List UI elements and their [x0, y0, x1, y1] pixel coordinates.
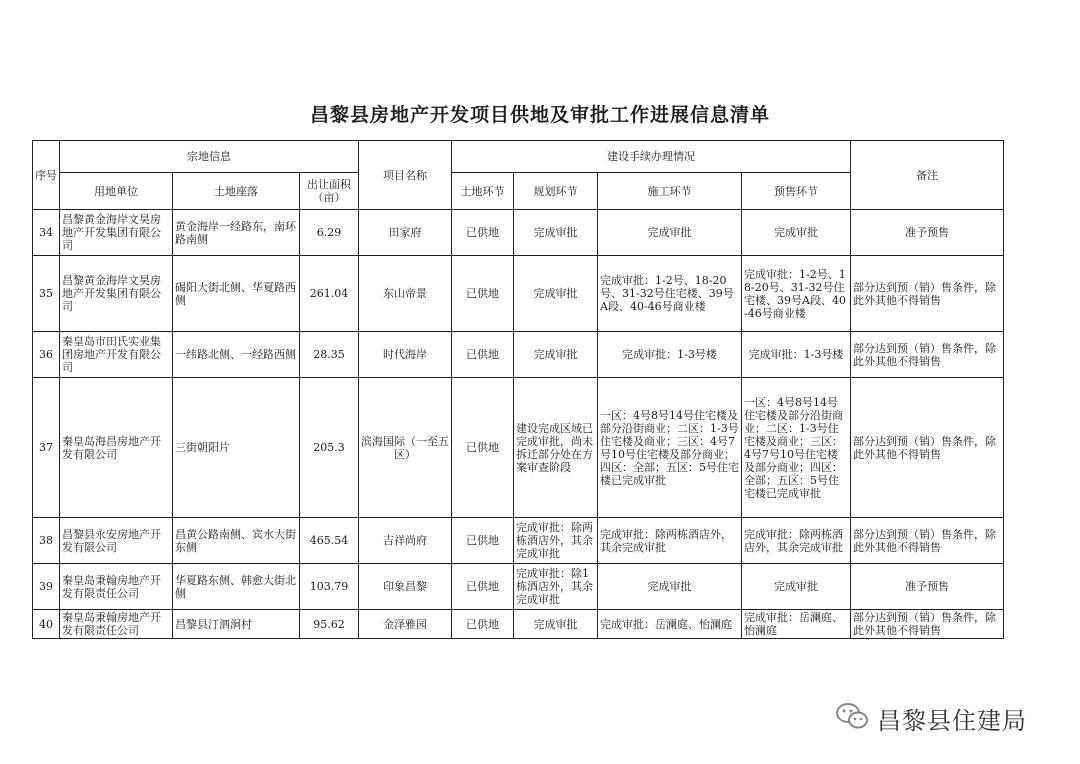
- cell-seq: 34: [33, 210, 60, 256]
- cell-construction: 完成审批: [598, 564, 742, 610]
- cell-land: 已供地: [452, 610, 514, 639]
- table-row: [33, 210, 1004, 256]
- wechat-icon: [835, 701, 869, 735]
- cell-project: 田家府: [359, 210, 452, 256]
- cell-user: 秦皇岛海昌房地产开发有限公司: [60, 378, 173, 518]
- cell-user: 秦皇岛秉翰房地产开发有限责任公司: [60, 564, 173, 610]
- cell-land: 已供地: [452, 332, 514, 378]
- cell-construction: 完成审批：1-3号楼: [598, 332, 742, 378]
- cell-plan: 完成审批: [514, 210, 598, 256]
- cell-plan: 建设完成区域已完成审批，尚未拆迁部分处在方案审查阶段: [514, 378, 598, 518]
- cell-area: 103.79: [300, 564, 359, 610]
- cell-land: 已供地: [452, 518, 514, 564]
- cell-plan: 完成审批: [514, 332, 598, 378]
- cell-seq: 38: [33, 518, 60, 564]
- cell-location: 碣阳大街北侧、华夏路西侧: [173, 256, 300, 332]
- header-seq: 序号: [33, 141, 60, 210]
- table-row: [33, 378, 1004, 518]
- cell-location: 三街朝阳片: [173, 378, 300, 518]
- watermark: [835, 700, 1027, 736]
- cell-user: 昌黎黄金海岸文昊房地产开发集团有限公司: [60, 210, 173, 256]
- cell-project: 金泽雅园: [359, 610, 452, 639]
- header-construction-stage: 施工环节: [598, 173, 742, 210]
- cell-area: 6.29: [300, 210, 359, 256]
- info-table: [32, 140, 1004, 639]
- cell-presale: 完成审批：岳澜庭、怡澜庭: [742, 610, 851, 639]
- cell-seq: 36: [33, 332, 60, 378]
- cell-presale: 完成审批：除两栋酒店外，其余完成审批: [742, 518, 851, 564]
- cell-construction: 完成审批：岳澜庭、怡澜庭: [598, 610, 742, 639]
- cell-project: 东山帝景: [359, 256, 452, 332]
- cell-land: 已供地: [452, 256, 514, 332]
- cell-seq: 39: [33, 564, 60, 610]
- cell-project: 时代海岸: [359, 332, 452, 378]
- cell-seq: 35: [33, 256, 60, 332]
- cell-remarks: 部分达到预（销）售条件，除此外其他不得销售: [851, 610, 1004, 639]
- cell-seq: 40: [33, 610, 60, 639]
- cell-presale: 一区：4号8号14号住宅楼及部分沿街商业；二区：1-3号住宅楼及商业；三区：4号7号10号住宅楼及部分商业；四区：全部；五区：5号住宅楼已完成审批: [742, 378, 851, 518]
- cell-remarks: 部分达到预（销）售条件，除此外其他不得销售: [851, 518, 1004, 564]
- cell-remarks: 准予预售: [851, 210, 1004, 256]
- cell-construction: 完成审批：除两栋酒店外，其余完成审批: [598, 518, 742, 564]
- cell-location: 昌黎县汀泗涧村: [173, 610, 300, 639]
- cell-user: 昌黎黄金海岸文昊房地产开发集团有限公司: [60, 256, 173, 332]
- header-plan-stage: 规划环节: [514, 173, 598, 210]
- cell-area: 205.3: [300, 378, 359, 518]
- cell-land: 已供地: [452, 210, 514, 256]
- cell-location: 一纬路北侧、一经路西侧: [173, 332, 300, 378]
- cell-construction: 一区：4号8号14号住宅楼及部分沿街商业；二区：1-3号住宅楼及商业；三区：4号7号10号住宅楼及部分商业；四区：全部；五区：5号住宅楼已完成审批: [598, 378, 742, 518]
- cell-plan: 完成审批：除两栋酒店外，其余完成审批: [514, 518, 598, 564]
- cell-project: 吉祥尚府: [359, 518, 452, 564]
- header-project: 项目名称: [359, 141, 452, 210]
- header-remarks: 备注: [851, 141, 1004, 210]
- header-area: 出让面积（亩）: [300, 173, 359, 210]
- cell-presale: 完成审批：1-2号、18-20号、31-32号住宅楼、39号A段、40-46号商业楼: [742, 256, 851, 332]
- header-procedures: 建设手续办理情况: [452, 141, 851, 173]
- table-row: [33, 610, 1004, 639]
- header-presale-stage: 预售环节: [742, 173, 851, 210]
- cell-user: 秦皇岛市田氏实业集团房地产开发有限公司: [60, 332, 173, 378]
- table-row: [33, 332, 1004, 378]
- cell-plan: 完成审批：除1栋酒店外，其余完成审批: [514, 564, 598, 610]
- cell-plan: 完成审批: [514, 256, 598, 332]
- table-row: [33, 256, 1004, 332]
- cell-presale: 完成审批: [742, 564, 851, 610]
- table-row: [33, 564, 1004, 610]
- cell-presale: 完成审批：1-3号楼: [742, 332, 851, 378]
- cell-area: 28.35: [300, 332, 359, 378]
- header-user: 用地单位: [60, 173, 173, 210]
- cell-land: 已供地: [452, 378, 514, 518]
- table-row: [33, 518, 1004, 564]
- header-land-info: 宗地信息: [60, 141, 359, 173]
- header-location: 土地座落: [173, 173, 300, 210]
- cell-remarks: 部分达到预（销）售条件，除此外其他不得销售: [851, 332, 1004, 378]
- cell-land: 已供地: [452, 564, 514, 610]
- header-land-stage: 土地环节: [452, 173, 514, 210]
- cell-remarks: 部分达到预（销）售条件，除此外其他不得销售: [851, 378, 1004, 518]
- cell-location: 昌黄公路南侧、宾水大街东侧: [173, 518, 300, 564]
- page-title: 昌黎县房地产开发项目供地及审批工作进展信息清单: [309, 104, 770, 126]
- cell-project: 滨海国际（一至五区）: [359, 378, 452, 518]
- cell-user: 昌黎县永安房地产开发有限公司: [60, 518, 173, 564]
- cell-area: 95.62: [300, 610, 359, 639]
- cell-project: 印象昌黎: [359, 564, 452, 610]
- cell-presale: 完成审批: [742, 210, 851, 256]
- cell-remarks: 部分达到预（销）售条件，除此外其他不得销售: [851, 256, 1004, 332]
- cell-remarks: 准予预售: [851, 564, 1004, 610]
- cell-construction: 完成审批：1-2号、18-20号、31-32号住宅楼、39号A段、40-46号商业楼: [598, 256, 742, 332]
- cell-area: 465.54: [300, 518, 359, 564]
- header-row-1: [33, 141, 1004, 173]
- watermark-text: 昌黎县住建局: [877, 706, 1027, 735]
- cell-area: 261.04: [300, 256, 359, 332]
- cell-user: 秦皇岛秉翰房地产开发有限责任公司: [60, 610, 173, 639]
- cell-seq: 37: [33, 378, 60, 518]
- cell-plan: 完成审批: [514, 610, 598, 639]
- cell-location: 黄金海岸一经路东，南环路南侧: [173, 210, 300, 256]
- cell-construction: 完成审批: [598, 210, 742, 256]
- cell-location: 华夏路东侧、韩愈大街北侧: [173, 564, 300, 610]
